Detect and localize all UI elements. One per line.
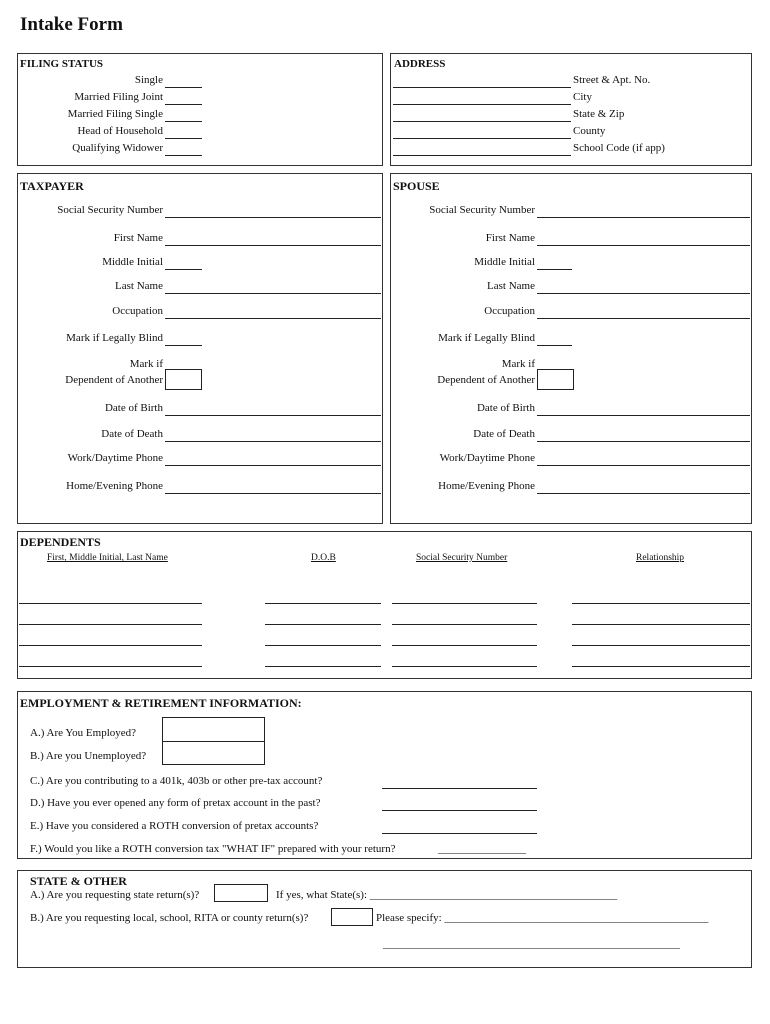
pretax-past-question: D.) Have you ever opened any form of pretax account in the past? bbox=[30, 797, 321, 809]
taxpayer-dependent-label: Mark if bbox=[129, 358, 163, 370]
spouse-work-phone-field[interactable] bbox=[537, 465, 750, 466]
unemployed-question: B.) Are you Unemployed? bbox=[30, 750, 147, 762]
spouse-home-phone-label: Home/Evening Phone bbox=[438, 480, 535, 492]
filing-option-field[interactable] bbox=[165, 138, 202, 139]
state-return-question: A.) Are you requesting state return(s)? bbox=[30, 889, 200, 901]
spouse-occupation-label: Occupation bbox=[484, 305, 535, 317]
dependent-relationship-field[interactable] bbox=[572, 624, 750, 625]
taxpayer-first-label: First Name bbox=[113, 232, 163, 244]
taxpayer-work-phone-field[interactable] bbox=[165, 465, 381, 466]
address-heading: ADDRESS bbox=[394, 58, 446, 70]
dependent-ssn-field[interactable] bbox=[392, 666, 537, 667]
roth-whatif-field[interactable]: ________________ bbox=[438, 843, 526, 855]
taxpayer-section bbox=[17, 173, 383, 524]
taxpayer-blind-field[interactable] bbox=[165, 345, 202, 346]
taxpayer-dependent-label: Dependent of Another bbox=[65, 374, 163, 386]
spouse-first-field[interactable] bbox=[537, 245, 750, 246]
pretax-contributing-question: C.) Are you contributing to a 401k, 403b or other pre-tax account? bbox=[30, 775, 323, 787]
taxpayer-ssn-label: Social Security Number bbox=[57, 204, 163, 216]
spouse-dependent-label: Mark if bbox=[501, 358, 535, 370]
spouse-last-label: Last Name bbox=[487, 280, 535, 292]
spouse-section bbox=[390, 173, 752, 524]
dependent-ssn-field[interactable] bbox=[392, 645, 537, 646]
taxpayer-heading: TAXPAYER bbox=[20, 179, 84, 193]
address-field-label: City bbox=[573, 91, 592, 103]
dependents-col-dob: D.O.B bbox=[311, 553, 336, 563]
page-title: Intake Form bbox=[20, 14, 123, 35]
dependent-dob-field[interactable] bbox=[265, 666, 381, 667]
dependent-dob-field[interactable] bbox=[265, 624, 381, 625]
address-field[interactable] bbox=[393, 104, 571, 105]
spouse-blind-field[interactable] bbox=[537, 345, 572, 346]
filing-option-label: Qualifying Widower bbox=[72, 142, 163, 154]
dependents-col-name: First, Middle Initial, Last Name bbox=[47, 553, 168, 563]
pretax-contributing-field[interactable] bbox=[382, 788, 537, 789]
dependent-relationship-field[interactable] bbox=[572, 666, 750, 667]
roth-considered-question: E.) Have you considered a ROTH conversion of pretax accounts? bbox=[30, 820, 319, 832]
spouse-dependent-checkbox[interactable] bbox=[537, 369, 574, 390]
filing-option-field[interactable] bbox=[165, 155, 202, 156]
state-return-checkbox[interactable] bbox=[214, 884, 268, 902]
taxpayer-last-field[interactable] bbox=[165, 293, 381, 294]
unemployed-checkbox[interactable] bbox=[162, 741, 265, 765]
dependents-col-relationship: Relationship bbox=[636, 553, 685, 563]
spouse-dod-field[interactable] bbox=[537, 441, 750, 442]
dependent-name-field[interactable] bbox=[19, 666, 202, 667]
spouse-ssn-label: Social Security Number bbox=[429, 204, 535, 216]
employed-checkbox[interactable] bbox=[162, 717, 265, 742]
spouse-occupation-field[interactable] bbox=[537, 318, 750, 319]
taxpayer-blind-label: Mark if Legally Blind bbox=[66, 332, 163, 344]
employed-question: A.) Are You Employed? bbox=[30, 727, 137, 739]
local-return-extra-field[interactable]: ______________________________________________________ bbox=[383, 938, 680, 950]
spouse-home-phone-field[interactable] bbox=[537, 493, 750, 494]
taxpayer-home-phone-field[interactable] bbox=[165, 493, 381, 494]
state-other-heading: STATE & OTHER bbox=[30, 874, 127, 888]
address-field[interactable] bbox=[393, 121, 571, 122]
filing-option-label: Married Filing Joint bbox=[74, 91, 163, 103]
taxpayer-work-phone-label: Work/Daytime Phone bbox=[67, 452, 163, 464]
dependent-dob-field[interactable] bbox=[265, 603, 381, 604]
spouse-last-field[interactable] bbox=[537, 293, 750, 294]
dependents-heading: DEPENDENTS bbox=[20, 535, 101, 549]
spouse-work-phone-label: Work/Daytime Phone bbox=[439, 452, 535, 464]
address-field[interactable] bbox=[393, 138, 571, 139]
state-return-specify-field[interactable]: If yes, what State(s): _____________________________________________ bbox=[276, 889, 618, 901]
taxpayer-ssn-field[interactable] bbox=[165, 217, 381, 218]
dependent-name-field[interactable] bbox=[19, 645, 202, 646]
spouse-dod-label: Date of Death bbox=[473, 428, 535, 440]
filing-option-label: Married Filing Single bbox=[67, 108, 163, 120]
address-field-label: School Code (if app) bbox=[573, 142, 665, 154]
filing-option-label: Single bbox=[134, 74, 163, 86]
dependent-relationship-field[interactable] bbox=[572, 603, 750, 604]
taxpayer-dob-field[interactable] bbox=[165, 415, 381, 416]
dependent-name-field[interactable] bbox=[19, 624, 202, 625]
taxpayer-middle-label: Middle Initial bbox=[102, 256, 163, 268]
spouse-first-label: First Name bbox=[485, 232, 535, 244]
taxpayer-occupation-field[interactable] bbox=[165, 318, 381, 319]
local-return-specify-field[interactable]: Please specify: ________________________________________________ bbox=[376, 912, 709, 924]
roth-considered-field[interactable] bbox=[382, 833, 537, 834]
address-field[interactable] bbox=[393, 87, 571, 88]
taxpayer-first-field[interactable] bbox=[165, 245, 381, 246]
employment-heading: EMPLOYMENT & RETIREMENT INFORMATION: bbox=[20, 696, 302, 710]
address-field[interactable] bbox=[393, 155, 571, 156]
taxpayer-dependent-checkbox[interactable] bbox=[165, 369, 202, 390]
dependent-name-field[interactable] bbox=[19, 603, 202, 604]
pretax-past-field[interactable] bbox=[382, 810, 537, 811]
filing-option-field[interactable] bbox=[165, 104, 202, 105]
address-field-label: State & Zip bbox=[573, 108, 625, 120]
taxpayer-middle-field[interactable] bbox=[165, 269, 202, 270]
dependent-ssn-field[interactable] bbox=[392, 624, 537, 625]
spouse-dob-field[interactable] bbox=[537, 415, 750, 416]
dependent-ssn-field[interactable] bbox=[392, 603, 537, 604]
taxpayer-home-phone-label: Home/Evening Phone bbox=[66, 480, 163, 492]
address-field-label: Street & Apt. No. bbox=[573, 74, 651, 86]
local-return-question: B.) Are you requesting local, school, RITA or county return(s)? bbox=[30, 912, 309, 924]
taxpayer-last-label: Last Name bbox=[115, 280, 163, 292]
spouse-blind-label: Mark if Legally Blind bbox=[438, 332, 535, 344]
spouse-middle-field[interactable] bbox=[537, 269, 572, 270]
spouse-middle-label: Middle Initial bbox=[474, 256, 535, 268]
taxpayer-dod-field[interactable] bbox=[165, 441, 381, 442]
filing-status-heading: FILING STATUS bbox=[20, 58, 104, 70]
spouse-dependent-label: Dependent of Another bbox=[437, 374, 535, 386]
local-return-checkbox[interactable] bbox=[331, 908, 373, 926]
filing-option-field[interactable] bbox=[165, 87, 202, 88]
spouse-dob-label: Date of Birth bbox=[476, 402, 535, 414]
filing-option-field[interactable] bbox=[165, 121, 202, 122]
taxpayer-occupation-label: Occupation bbox=[112, 305, 163, 317]
spouse-ssn-field[interactable] bbox=[537, 217, 750, 218]
taxpayer-dod-label: Date of Death bbox=[101, 428, 163, 440]
dependent-dob-field[interactable] bbox=[265, 645, 381, 646]
filing-option-label: Head of Household bbox=[77, 125, 163, 137]
dependents-col-ssn: Social Security Number bbox=[416, 553, 508, 563]
dependent-relationship-field[interactable] bbox=[572, 645, 750, 646]
taxpayer-dob-label: Date of Birth bbox=[104, 402, 163, 414]
address-field-label: County bbox=[573, 125, 606, 137]
roth-whatif-question: F.) Would you like a ROTH conversion tax "WHAT IF" prepared with your return? bbox=[30, 843, 396, 855]
spouse-heading: SPOUSE bbox=[393, 179, 440, 193]
